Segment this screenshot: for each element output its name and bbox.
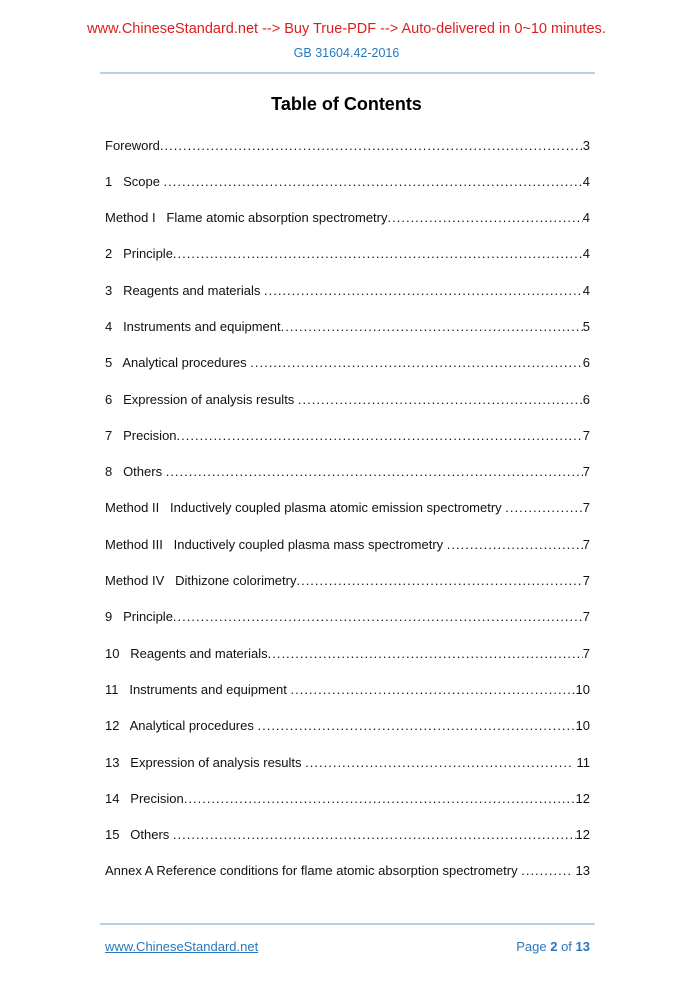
toc-entry [105,174,590,189]
toc-entry [105,210,590,225]
toc-entry-page: 10 [575,681,590,697]
toc-entry-label: 7 Precision [105,427,177,443]
dot-leader [177,428,583,443]
dot-leader [250,355,583,370]
toc-entry-label: 5 Analytical procedures [105,355,251,371]
toc-entry [105,138,590,153]
toc-entry-page: 4 [582,246,590,262]
dot-leader [184,791,576,806]
dot-leader [388,210,583,225]
toc-entry-page: 4 [582,282,590,298]
toc-entry-page: 11 [572,754,590,770]
dot-leader [298,392,583,407]
toc-entry-page: 12 [575,827,590,843]
dot-leader [281,319,583,334]
toc-entry [105,283,590,298]
toc-entry-page: 6 [582,355,590,371]
toc-entry-page: 13 [571,863,590,879]
toc-entry [105,718,590,733]
toc-entry [105,573,590,588]
toc-entry-label: 11 Instruments and equipment [105,681,291,697]
toc-entry-label: 12 Analytical procedures [105,718,258,734]
toc-entry-label: 10 Reagents and materials [105,645,268,661]
toc-entry-label: 13 Expression of analysis results [105,754,306,770]
dot-leader [290,682,575,697]
page-title: Table of Contents [271,93,422,114]
toc-entry-page: 3 [582,137,590,153]
dot-leader [257,718,575,733]
toc-entry [105,500,590,515]
page-indicator [516,939,590,955]
page-indicator-current: 2 [550,939,558,954]
toc-entry-label: Annex A Reference conditions for flame atomic absorption spectrometry [105,863,522,879]
toc-entry-label: 15 Others [105,827,173,843]
toc-entry [105,319,590,334]
footer-divider [100,923,595,925]
toc-entry-page: 7 [582,573,590,589]
toc-entry-page: 10 [575,718,590,734]
toc-entry [105,246,590,261]
toc-entry-label: 1 Scope [105,173,164,189]
toc-entry-label: 8 Others [105,464,166,480]
toc-entry-page: 12 [575,790,590,806]
toc-entry-label: Method II Inductively coupled plasma atomic emission spectrometry [105,500,506,516]
toc-entry-page: 7 [582,500,590,516]
toc-entry [105,682,590,697]
toc-entry-page: 4 [582,173,590,189]
dot-leader [164,174,583,189]
toc-entry [105,646,590,661]
toc-entry [105,537,590,552]
toc-entry-label: 6 Expression of analysis results [105,391,298,407]
toc-entry-label: 4 Instruments and equipment [105,318,281,334]
page-indicator-of: of [557,939,576,954]
table-of-contents [105,138,590,879]
toc-entry-label: Method I Flame atomic absorption spectrometry [105,210,388,226]
standard-number: GB 31604.42-2016 [293,46,400,60]
dot-leader [447,537,583,552]
dot-leader [296,573,582,588]
toc-entry [105,392,590,407]
toc-entry-label: Foreword [105,137,160,153]
toc-entry [105,609,590,624]
toc-entry-label: 9 Principle [105,609,173,625]
toc-entry [105,464,590,479]
footer-website-link[interactable]: www.ChineseStandard.net [105,939,259,954]
footer [105,939,590,955]
toc-entry-label: 14 Precision [105,790,184,806]
dot-leader [173,609,583,624]
dot-leader [166,464,583,479]
toc-entry-page: 7 [582,645,590,661]
toc-entry-page: 4 [582,210,590,226]
toc-entry-label: Method III Inductively coupled plasma mass spectrometry [105,536,447,552]
toc-entry [105,428,590,443]
dot-leader [160,138,583,153]
dot-leader [264,283,583,298]
dot-leader [505,500,582,515]
dot-leader [305,755,573,770]
dot-leader [173,827,576,842]
dot-leader [173,246,583,261]
buy-pdf-banner: www.ChineseStandard.net --> Buy True-PDF --> Auto-delivered in 0~10 minutes. [87,21,606,37]
toc-entry [105,791,590,806]
toc-entry-page: 7 [582,427,590,443]
dot-leader [268,646,583,661]
toc-entry-page: 7 [582,536,590,552]
dot-leader [521,863,572,878]
header-divider [100,72,595,74]
toc-entry [105,355,590,370]
toc-entry-page: 6 [582,391,590,407]
toc-entry-page: 7 [582,609,590,625]
toc-entry-label: Method IV Dithizone colorimetry [105,573,297,589]
toc-entry [105,863,590,878]
toc-entry [105,755,590,770]
toc-entry [105,827,590,842]
page-indicator-label: Page [516,939,551,954]
toc-entry-label: 2 Principle [105,246,173,262]
toc-entry-page: 5 [582,318,590,334]
page-indicator-total: 13 [575,939,590,954]
toc-entry-page: 7 [582,464,590,480]
toc-entry-label: 3 Reagents and materials [105,282,264,298]
